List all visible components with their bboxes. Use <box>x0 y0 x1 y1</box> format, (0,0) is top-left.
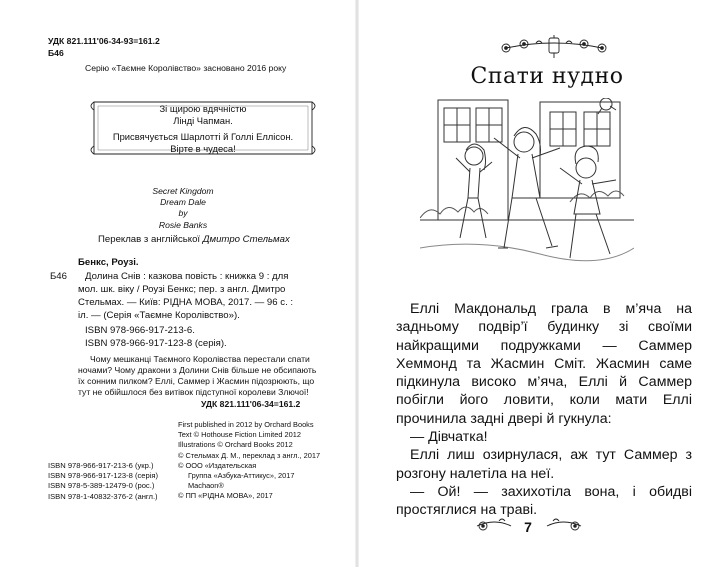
chapter-illustration <box>420 98 634 284</box>
paragraph: Еллі Макдональд грала в м’яча на задньому подвір’ї будинку зі своїми найкращими подружками — Саммер Хеммонд та Жасмин Сміт. Жасмин саме підкинула високо м’яча, Еллі й Саммер побігли його ловити, коли мати Еллі прочинила задні двері й гукнула: <box>396 301 692 427</box>
translation-label: Переклав з англійської <box>98 234 201 245</box>
udk-top: УДК 821.111'06-34-93=161.2 <box>48 36 160 46</box>
copyright-line: First published in 2012 by Orchard Books <box>178 420 314 429</box>
dedication-line-4: Вірте в чудеса! <box>170 143 236 154</box>
catalog-line-2: мол. шк. віку / Роузі Бенкс; пер. з англ. Дмитро <box>78 284 286 295</box>
isbn-line: ISBN 978-5-389-12479-0 (рос.) <box>48 481 155 491</box>
copyright-block <box>178 420 320 502</box>
annotation-line-2: ночами? Чому дракони з Долини Снів більше не обсипають <box>78 365 317 375</box>
copyright-line: Machaon® <box>188 481 224 491</box>
copyright-line: © ПП «РІДНА МОВА», 2017 <box>178 491 273 501</box>
udk-bottom: УДК 821.111'06-34=161.2 <box>201 399 301 409</box>
page-number: 7 <box>524 519 532 535</box>
translator-name: Дмитро Стельмах <box>202 234 290 245</box>
copyright-line: Группа «Азбука-Аттикус», 2017 <box>188 471 295 481</box>
copyright-line: Text © Hothouse Fiction Limited 2012 <box>178 430 301 440</box>
catalog-b46: Б46 <box>50 271 67 282</box>
dedication-scroll <box>90 98 316 158</box>
chapter-body <box>396 300 692 520</box>
original-author: Rosie Banks <box>158 220 208 230</box>
isbn-line: ISBN 978-966-917-123-8 (серія) <box>48 471 159 481</box>
catalog-line-1: Долина Снів : казкова повість : книжка 9 : для <box>85 271 289 282</box>
copyright-line: © Стельмах Д. М., переклад з англ., 2017 <box>178 450 321 460</box>
copyright-line: Illustrations © Orchard Books 2012 <box>178 440 293 450</box>
original-by: by <box>178 208 188 218</box>
annotation-line-3: їх сонним пилком? Еллі, Саммер і Жасмин підозрюють, що <box>78 376 315 386</box>
original-title-2: Dream Dale <box>160 197 206 207</box>
dedication-line-2: Лінді Чапман. <box>173 115 233 126</box>
annotation-line-4: тут не обійшлося без витівок підступної королеви Злючої! <box>78 387 309 397</box>
annotation-line-1: Чому мешканці Таємного Королівства перестали спати <box>90 354 310 364</box>
translation-credit <box>98 234 290 247</box>
catalog-line-3: Стельмах. — Київ: РІДНА МОВА, 2017. — 96 с. : <box>78 297 294 308</box>
flower-ornament-top <box>496 34 612 60</box>
isbn-list <box>48 461 158 502</box>
catalog-isbn-series: ISBN 978-966-917-123-8 (серія). <box>85 338 227 349</box>
isbn-line: ISBN 978-1-40832-376-2 (англ.) <box>48 491 158 501</box>
paragraph: Еллі лиш озирнулася, аж тут Саммер з розгону налетіла на неї. <box>396 447 692 482</box>
isbn-line: ISBN 978-966-917-213-6 (укр.) <box>48 461 154 470</box>
catalog-line-4: іл. — (Серія «Таємне Королівство»). <box>78 310 240 321</box>
series-note: Серію «Таємне Королівство» засновано 2016 року <box>85 63 287 73</box>
catalog-isbn-book: ISBN 978-966-917-213-6. <box>85 325 195 336</box>
paragraph: — Дівчатка! <box>410 429 488 446</box>
b46-top: Б46 <box>48 48 64 58</box>
catalog-author: Бенкс, Роузі. <box>78 257 139 268</box>
copyright-line: © ООО «Издательская <box>178 460 257 470</box>
chapter-title: Спати нудно <box>470 64 624 89</box>
original-title-1: Secret Kingdom <box>152 186 214 196</box>
paragraph: — Ой! — захихотіла вона, і обидві простяглися на траві. <box>396 483 692 519</box>
dedication-line-3: Присвячується Шарлотті й Голлі Еллісон. <box>112 131 294 142</box>
dedication-line-1: Зі щирою вдячністю <box>159 103 247 114</box>
